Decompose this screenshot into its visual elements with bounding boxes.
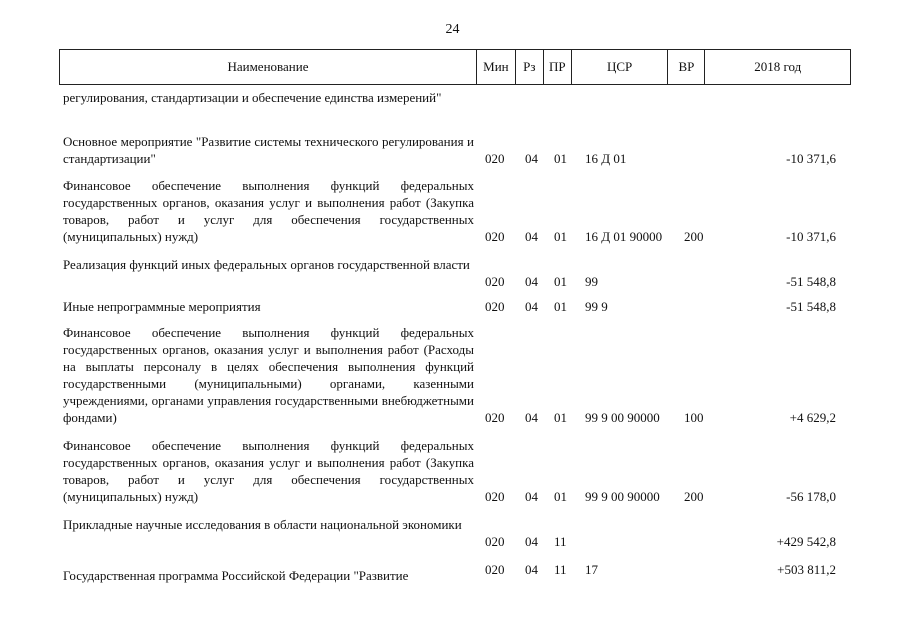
row-name: Финансовое обеспечение выполнения функций федеральных государственных органов, оказания услуг и выполнения работ (Закупка товаров, работ и услуг для обеспечения государственных (муниципальных) нужд) [63, 438, 474, 504]
row-min: 020 [485, 489, 505, 504]
row-rz: 04 [525, 299, 538, 314]
header-name: Наименование [60, 50, 477, 84]
row-rz: 04 [525, 562, 538, 577]
row-min: 020 [485, 410, 505, 425]
row-name: Финансовое обеспечение выполнения функций федеральных государственных органов, оказания услуг и выполнения работ (Закупка товаров, работ и услуг для обеспечения государственных (муниципальных) нужд) [63, 178, 474, 244]
row-min: 020 [485, 151, 505, 166]
row-name: Государственная программа Российской Федерации "Развитие [63, 568, 409, 583]
row-csr: 16 Д 01 [585, 151, 627, 166]
row-codes [63, 298, 853, 315]
row-name: регулирования, стандартизации и обеспечение единства измерений" [63, 90, 442, 105]
row-pr: 01 [554, 274, 567, 289]
row-pr: 01 [554, 410, 567, 425]
row-codes [63, 228, 853, 245]
row-name: Основное мероприятие "Развитие системы технического регулирования и стандартизации" [63, 134, 474, 166]
row-csr: 16 Д 01 90000 [585, 229, 663, 244]
row-csr: 99 9 00 90000 [585, 410, 660, 425]
row-codes [63, 273, 853, 290]
row-codes [63, 561, 853, 578]
row-min: 020 [485, 562, 505, 577]
row-vr: 200 [684, 489, 704, 504]
row-name: Иные непрограммные мероприятия [63, 299, 261, 314]
row-pr: 01 [554, 299, 567, 314]
row-sum: -51 548,8 [786, 274, 836, 289]
row-csr: 99 [585, 274, 598, 289]
header-min: Мин [477, 50, 516, 84]
page-number: 24 [445, 22, 460, 37]
row-csr: 99 9 00 90000 [585, 489, 660, 504]
row-sum: -10 371,6 [786, 151, 836, 166]
row-pr: 01 [554, 229, 567, 244]
row-name: Финансовое обеспечение выполнения функций федеральных государственных органов, оказания услуг и выполнения работ (Расходы на выплаты персоналу в целях обеспечения выполнения функций государственными (муниципальными) органами, казенными учреждениями, органами управления государственными внебюджетными фондами) [63, 325, 474, 425]
row-pr: 11 [554, 562, 567, 577]
header-csr: ЦСР [572, 50, 669, 84]
row-min: 020 [485, 229, 505, 244]
row-codes [63, 409, 853, 426]
row-min: 020 [485, 299, 505, 314]
row-sum: +429 542,8 [776, 534, 836, 549]
row-pr: 01 [554, 489, 567, 504]
header-vr: ВР [668, 50, 705, 84]
header-pr: ПР [544, 50, 572, 84]
row-vr: 200 [684, 229, 704, 244]
header-year: 2018 год [754, 59, 802, 74]
table-header [59, 49, 851, 85]
header-rz: Рз [516, 50, 544, 84]
row-rz: 04 [525, 229, 538, 244]
row-csr: 99 9 [585, 299, 608, 314]
row-sum: +4 629,2 [789, 410, 836, 425]
row-rz: 04 [525, 534, 538, 549]
row-sum: -10 371,6 [786, 229, 836, 244]
row-sum: +503 811,2 [777, 562, 836, 577]
row-rz: 04 [525, 489, 538, 504]
row-pr: 11 [554, 534, 567, 549]
row-sum: -56 178,0 [786, 489, 836, 504]
row-sum: -51 548,8 [786, 299, 836, 314]
row-name: Прикладные научные исследования в области национальной экономики [63, 517, 462, 532]
row-min: 020 [485, 274, 505, 289]
row-name: Реализация функций иных федеральных органов государственной власти [63, 257, 470, 272]
row-codes [63, 533, 853, 550]
row-csr: 17 [585, 562, 598, 577]
row-vr: 100 [684, 410, 704, 425]
row-codes [63, 488, 853, 505]
row-pr: 01 [554, 151, 567, 166]
row-codes [63, 150, 853, 167]
row-rz: 04 [525, 151, 538, 166]
row-min: 020 [485, 534, 505, 549]
row-rz: 04 [525, 274, 538, 289]
row-rz: 04 [525, 410, 538, 425]
